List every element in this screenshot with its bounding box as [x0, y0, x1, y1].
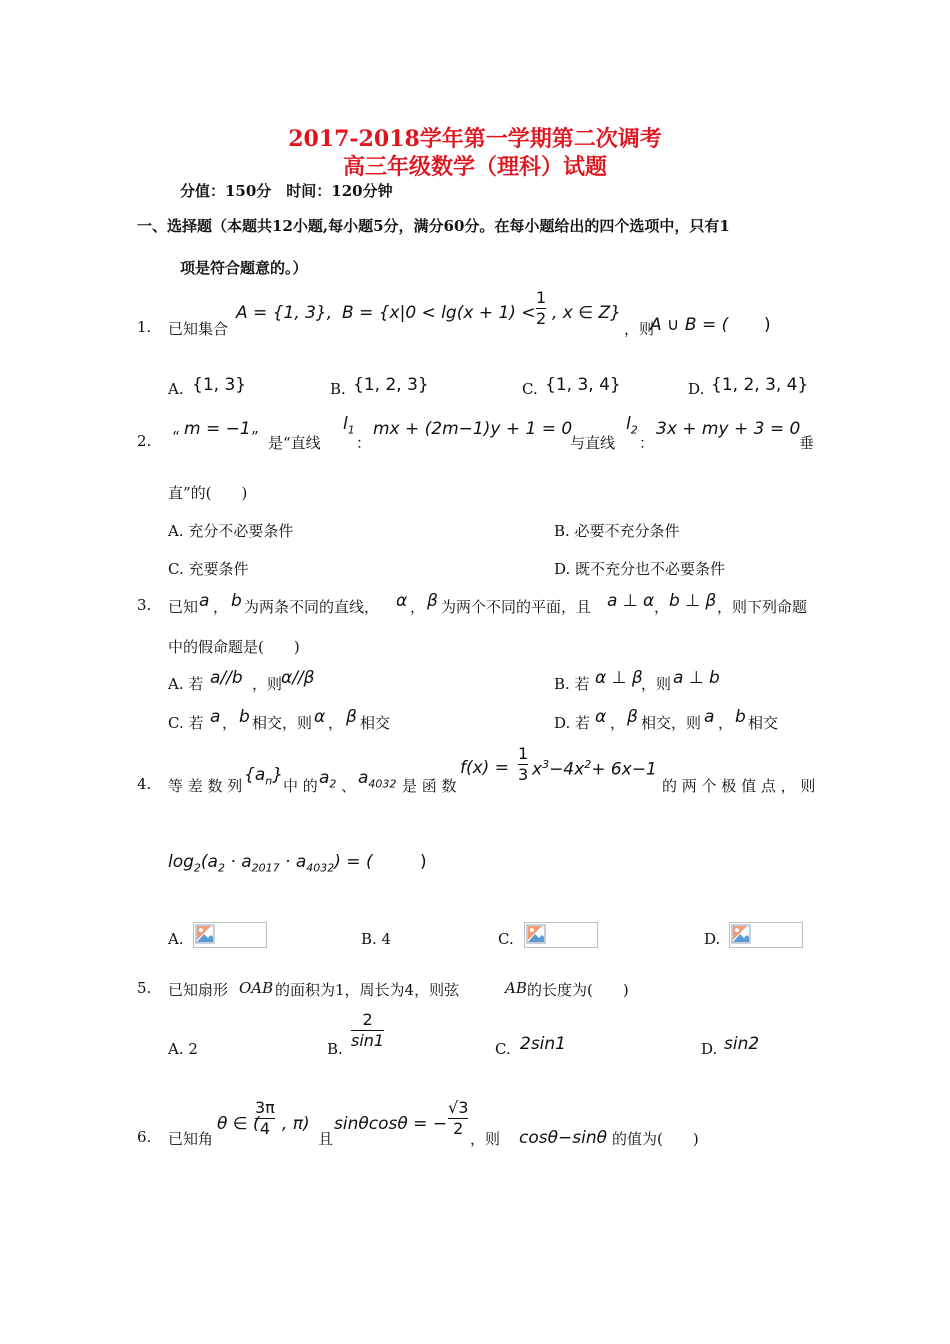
q6-fraction-1 — [255, 1098, 275, 1139]
q5-text2: 的面积为1，周长为4，则弦 — [275, 981, 460, 999]
q3-option-c-t2: 相交，则 — [252, 714, 313, 732]
q5-option-c-label: C. — [495, 1040, 511, 1058]
q4-a4032-letter: a — [358, 768, 369, 788]
q1-option-d-value: {1, 2, 3, 4} — [711, 375, 809, 395]
q3-option-c-t1: ， — [222, 714, 238, 732]
q1-set-a: A = {1, 3}, — [236, 303, 333, 323]
q3-text3: 为两个不同的平面，且 — [441, 598, 592, 616]
exam-title-line2: 高三年级数学（理科）试题 — [342, 154, 607, 180]
q5-option-b-num: 2 — [362, 1010, 373, 1029]
q2-colon2: ： — [639, 434, 655, 452]
q1-set-b-part1: B = {x|0 < lg(x + 1) < — [342, 303, 536, 323]
q6-f2-den: 2 — [453, 1119, 464, 1138]
q3-alpha: α — [396, 591, 408, 611]
q2-colon1: ： — [356, 434, 372, 452]
q3-comma3: ， — [654, 598, 670, 616]
q1-frac-den: 2 — [536, 309, 547, 328]
q2-option-d: D. 既不充分也不必要条件 — [554, 560, 726, 578]
q4-paren-close: ) — [420, 852, 427, 872]
q3-option-c-t4: 相交 — [360, 714, 391, 732]
q4-log-a4032-sub: 4032 — [306, 861, 335, 875]
q4-poly-sup2: 2 — [584, 758, 592, 771]
q2-option-b: B. 必要不充分条件 — [554, 522, 680, 540]
q2-l2 — [626, 414, 638, 436]
q5-oab: OAB — [239, 979, 274, 997]
q2-l2-sub: 2 — [630, 423, 638, 437]
q1-option-c-value: {1, 3, 4} — [545, 375, 621, 395]
q5-number: 5. — [137, 979, 152, 997]
q2-option-c: C. 充要条件 — [168, 560, 249, 578]
q6-theta-in: θ ∈ ( — [217, 1114, 260, 1134]
q5-option-b-fraction — [351, 1010, 384, 1051]
q6-text1: 已知角 — [168, 1130, 214, 1148]
q4-poly-end: + 6x−1 — [591, 759, 657, 780]
q6-number: 6. — [137, 1128, 152, 1146]
q6-fraction-2 — [448, 1098, 468, 1139]
q3-option-a-m2: α//β — [281, 668, 315, 688]
q3-option-b-m1: α ⊥ β — [595, 668, 643, 688]
q4-log: log — [168, 852, 194, 872]
q1-tail-text: ，则 — [624, 320, 655, 338]
q4-number: 4. — [137, 775, 152, 793]
q6-text3: ，则 — [470, 1130, 501, 1148]
exam-meta: 分值：150分 时间：120分钟 — [180, 182, 393, 200]
q2-open-quote: “ — [172, 428, 180, 446]
q1-option-a-value: {1, 3} — [192, 375, 247, 395]
q2-text3: 垂 — [799, 434, 815, 452]
q4-log-expression — [168, 852, 373, 874]
q3-option-c-m2: b — [239, 707, 250, 727]
q2-l1-sub: 1 — [347, 423, 355, 437]
q4-poly-sup3: 3 — [542, 758, 550, 771]
q4-log-dot1: · a — [224, 852, 252, 872]
q4-poly-x: x — [532, 759, 543, 780]
q3-option-b-then: ，则 — [641, 675, 672, 693]
q1-option-b-value: {1, 2, 3} — [353, 375, 429, 395]
q3-option-a-then: ，则 — [252, 675, 283, 693]
q4-seq — [244, 765, 283, 787]
q4-option-c-label: C. — [498, 930, 514, 948]
q6-f2-num: √3 — [448, 1098, 469, 1117]
q3-option-d-label: D. 若 — [554, 714, 591, 732]
q4-a4032-sub: 4032 — [368, 777, 397, 791]
q4-option-d-image — [729, 922, 803, 948]
q2-l1 — [343, 414, 355, 436]
q5-text3: 的长度为( ) — [527, 981, 629, 999]
q4-text2: 中 的 — [283, 777, 318, 795]
q4-a2-sub: 2 — [329, 777, 337, 791]
q4-seq-sub: n — [265, 774, 273, 788]
q5-option-b-label: B. — [327, 1040, 343, 1058]
q4-seq-a: {a — [244, 765, 266, 785]
q3-text4: ，则下列命题 — [717, 598, 808, 616]
q6-text4: 的值为( ) — [612, 1130, 699, 1148]
broken-image-icon — [195, 924, 215, 944]
q4-option-b: B. 4 — [361, 930, 392, 948]
q4-log-dot2: · a — [279, 852, 307, 872]
q1-option-c-label: C. — [522, 380, 538, 398]
q4-polynomial — [532, 758, 657, 780]
q6-text2: 且 — [318, 1130, 334, 1148]
q2-option-a: A. 充分不必要条件 — [168, 522, 294, 540]
q1-prefix: 已知集合 — [168, 320, 229, 338]
q2-close-quote: ” — [251, 428, 259, 446]
q4-log-sub: 2 — [193, 861, 201, 875]
q6-expression: sinθcosθ = − — [334, 1114, 448, 1134]
q3-option-c-m3: α — [314, 707, 326, 727]
q1-tail-close: ) — [764, 315, 771, 335]
broken-image-icon — [731, 924, 751, 944]
q4-fx: f(x) = — [460, 758, 509, 778]
q1-fraction — [536, 288, 546, 329]
q4-log-open: (a — [200, 852, 218, 872]
q2-l2-letter: l — [626, 414, 631, 434]
q3-comma2: ， — [410, 598, 426, 616]
q4-sep: 、 — [341, 777, 357, 795]
q4-text1: 等 差 数 列 — [168, 777, 243, 795]
q3-option-b-label: B. 若 — [554, 675, 590, 693]
q3-option-a-label: A. 若 — [168, 675, 204, 693]
q2-text1: 是“直线 — [268, 434, 321, 452]
q3-line2: 中的假命题是( ) — [168, 638, 300, 656]
q2-line1-equation: mx + (2m−1)y + 1 = 0 — [373, 419, 573, 439]
q2-l1-letter: l — [343, 414, 348, 434]
q6-f1-num: 3π — [255, 1098, 275, 1117]
q5-option-d-label: D. — [701, 1040, 718, 1058]
q4-option-a-label: A. — [168, 930, 184, 948]
q3-option-c-t3: ， — [328, 714, 344, 732]
q3-option-c-label: C. 若 — [168, 714, 204, 732]
broken-image-icon — [526, 924, 546, 944]
q2-text2: 与直线 — [570, 434, 616, 452]
q3-beta: β — [427, 591, 438, 611]
q4-log-a2017-sub: 2017 — [251, 861, 280, 875]
q4-a2 — [319, 768, 336, 790]
q1-option-b-label: B. — [330, 380, 346, 398]
q3-number: 3. — [137, 596, 152, 614]
q6-pi-close: , π) — [282, 1114, 310, 1134]
q1-number: 1. — [137, 318, 152, 336]
q3-option-d-t3: ， — [718, 714, 734, 732]
q4-poly-mid: −4x — [549, 759, 585, 780]
q4-log-a2-sub: 2 — [217, 861, 225, 875]
q3-text1: 已知 — [168, 598, 199, 616]
q4-a2-letter: a — [319, 768, 330, 788]
q2-condition: m = −1 — [184, 419, 251, 439]
q4-frac-den: 3 — [518, 765, 529, 784]
q5-ab: AB — [505, 979, 527, 997]
q6-f1-den: 4 — [259, 1119, 270, 1138]
exam-title-line1: 2017-2018学年第一学期第二次调考 — [288, 126, 662, 152]
q4-seq-close: } — [272, 765, 284, 785]
q3-b: b — [231, 591, 242, 611]
q4-option-c-image — [524, 922, 598, 948]
q4-log-close: ) = ( — [334, 852, 373, 872]
q3-option-c-m1: a — [210, 707, 221, 727]
q1-frac-num: 1 — [536, 288, 547, 307]
q3-option-d-t4: 相交 — [748, 714, 779, 732]
q4-text3: 是 函 数 — [402, 777, 457, 795]
q2-line2: 直”的( ) — [168, 484, 248, 502]
q5-text1: 已知扇形 — [168, 981, 229, 999]
q3-text2: 为两条不同的直线， — [244, 598, 380, 616]
q3-option-b-m2: a ⊥ b — [673, 668, 720, 688]
q3-option-d-t2: 相交，则 — [641, 714, 702, 732]
q1-option-a-label: A. — [168, 380, 184, 398]
q3-a: a — [199, 591, 210, 611]
q3-option-a-m1: a//b — [210, 668, 243, 688]
q6-target: cosθ−sinθ — [519, 1128, 608, 1148]
q1-set-b-part2: , x ∈ Z} — [552, 303, 621, 323]
section-heading-line1: 一、选择题（本题共12小题,每小题5分，满分60分。在每小题给出的四个选项中，只有1 — [137, 217, 730, 235]
q5-option-d-value: sin2 — [724, 1034, 760, 1054]
q5-option-b-den: sin1 — [351, 1031, 385, 1050]
q4-frac-num: 1 — [518, 744, 529, 763]
q5-option-a: A. 2 — [168, 1040, 198, 1058]
q3-option-d-t1: ， — [610, 714, 626, 732]
q3-option-d-m4: b — [735, 707, 746, 727]
q3-option-d-m1: α — [595, 707, 607, 727]
section-heading-line2: 项是符合题意的。） — [180, 259, 308, 277]
q4-fraction — [518, 744, 528, 785]
q1-tail-math: A ∪ B = ( — [650, 315, 729, 335]
q3-perp1: a ⊥ α — [607, 591, 655, 611]
q4-a4032 — [358, 768, 396, 790]
q3-comma1: ， — [213, 598, 229, 616]
q4-text4: 的 两 个 极 值 点 ， 则 — [662, 777, 816, 795]
q2-line2-equation: 3x + my + 3 = 0 — [656, 419, 801, 439]
q1-option-d-label: D. — [688, 380, 705, 398]
q2-number: 2. — [137, 432, 152, 450]
q5-option-c-value: 2sin1 — [520, 1034, 566, 1054]
q4-option-a-image — [193, 922, 267, 948]
q3-perp2: b ⊥ β — [669, 591, 717, 611]
q3-option-c-m4: β — [346, 707, 357, 727]
q4-option-d-label: D. — [704, 930, 721, 948]
q3-option-d-m2: β — [627, 707, 638, 727]
q3-option-d-m3: a — [704, 707, 715, 727]
